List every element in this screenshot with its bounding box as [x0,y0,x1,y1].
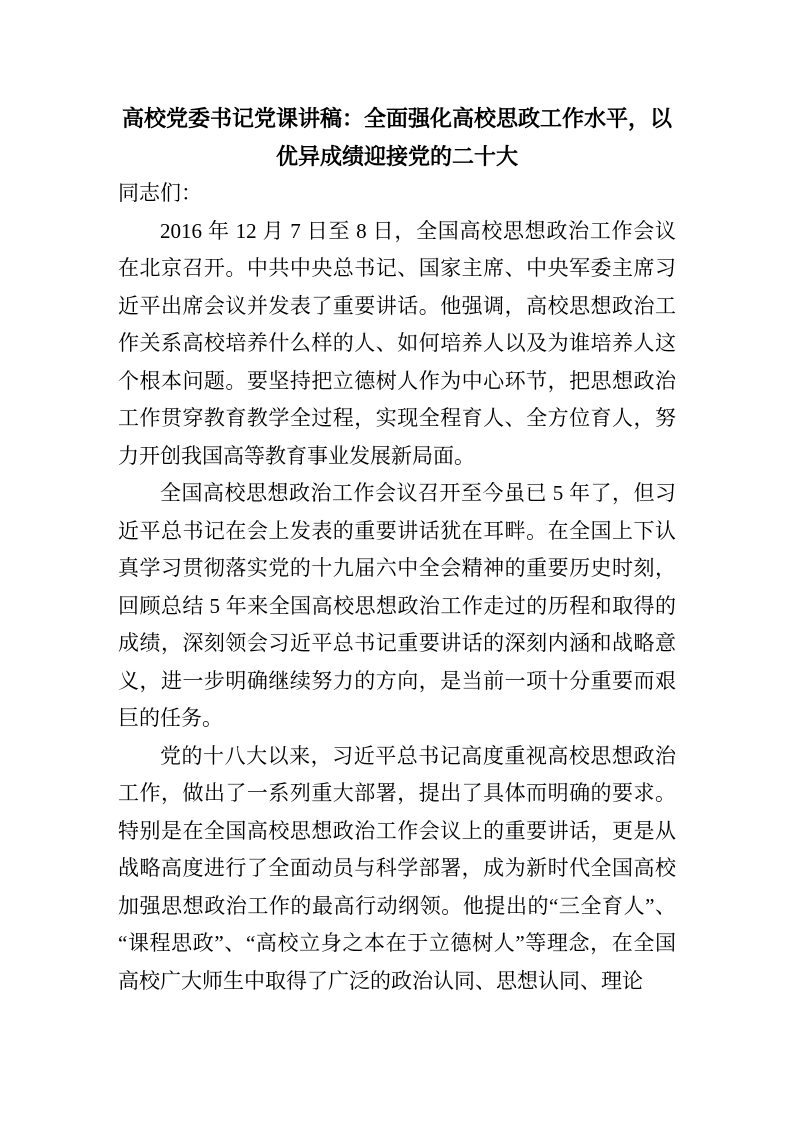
body-paragraph-2: 全国高校思想政治工作会议召开至今虽已 5 年了，但习近平总书记在会上发表的重要讲话犹在耳畔。在全国上下认真学习贯彻落实党的十九届六中全会精神的重要历史时刻，回顾总结 5 年来全国高校思想政治工作走过的历程和取得的成绩，深刻领会习近平总书记重要讲话的深刻内涵和战略意义，进一步明确继续努力的方向，是当前一项十分重要而艰巨的任务。 [118,481,676,730]
salutation-line: 同志们： [118,181,202,205]
document-title: 高校党委书记党课讲稿：全面强化高校思政工作水平，以优异成绩迎接党的二十大 [121,106,672,169]
body-paragraph-3: 党的十八大以来，习近平总书记高度重视高校思想政治工作，做出了一系列重大部署，提出了具体而明确的要求。特别是在全国高校思想政治工作会议上的重要讲话，更是从战略高度进行了全面动员与科学部署，成为新时代全国高校加强思想政治工作的最高行动纲领。他提出的“三全育人”、“课程思政”、“高校立身之本在于立德树人”等理念，在全国高校广大师生中取得了广泛的政治认同、思想认同、理论 [118,743,676,993]
body-paragraph-1: 2016 年 12 月 7 日至 8 日，全国高校思想政治工作会议在北京召开。中共中央总书记、国家主席、中央军委主席习近平出席会议并发表了重要讲话。他强调，高校思想政治工作关系高校培养什么样的人、如何培养人以及为谁培养人这个根本问题。要坚持把立德树人作为中心环节，把思想政治工作贯穿教育教学全过程，实现全程育人、全方位育人，努力开创我国高等教育事业发展新局面。 [118,218,676,468]
